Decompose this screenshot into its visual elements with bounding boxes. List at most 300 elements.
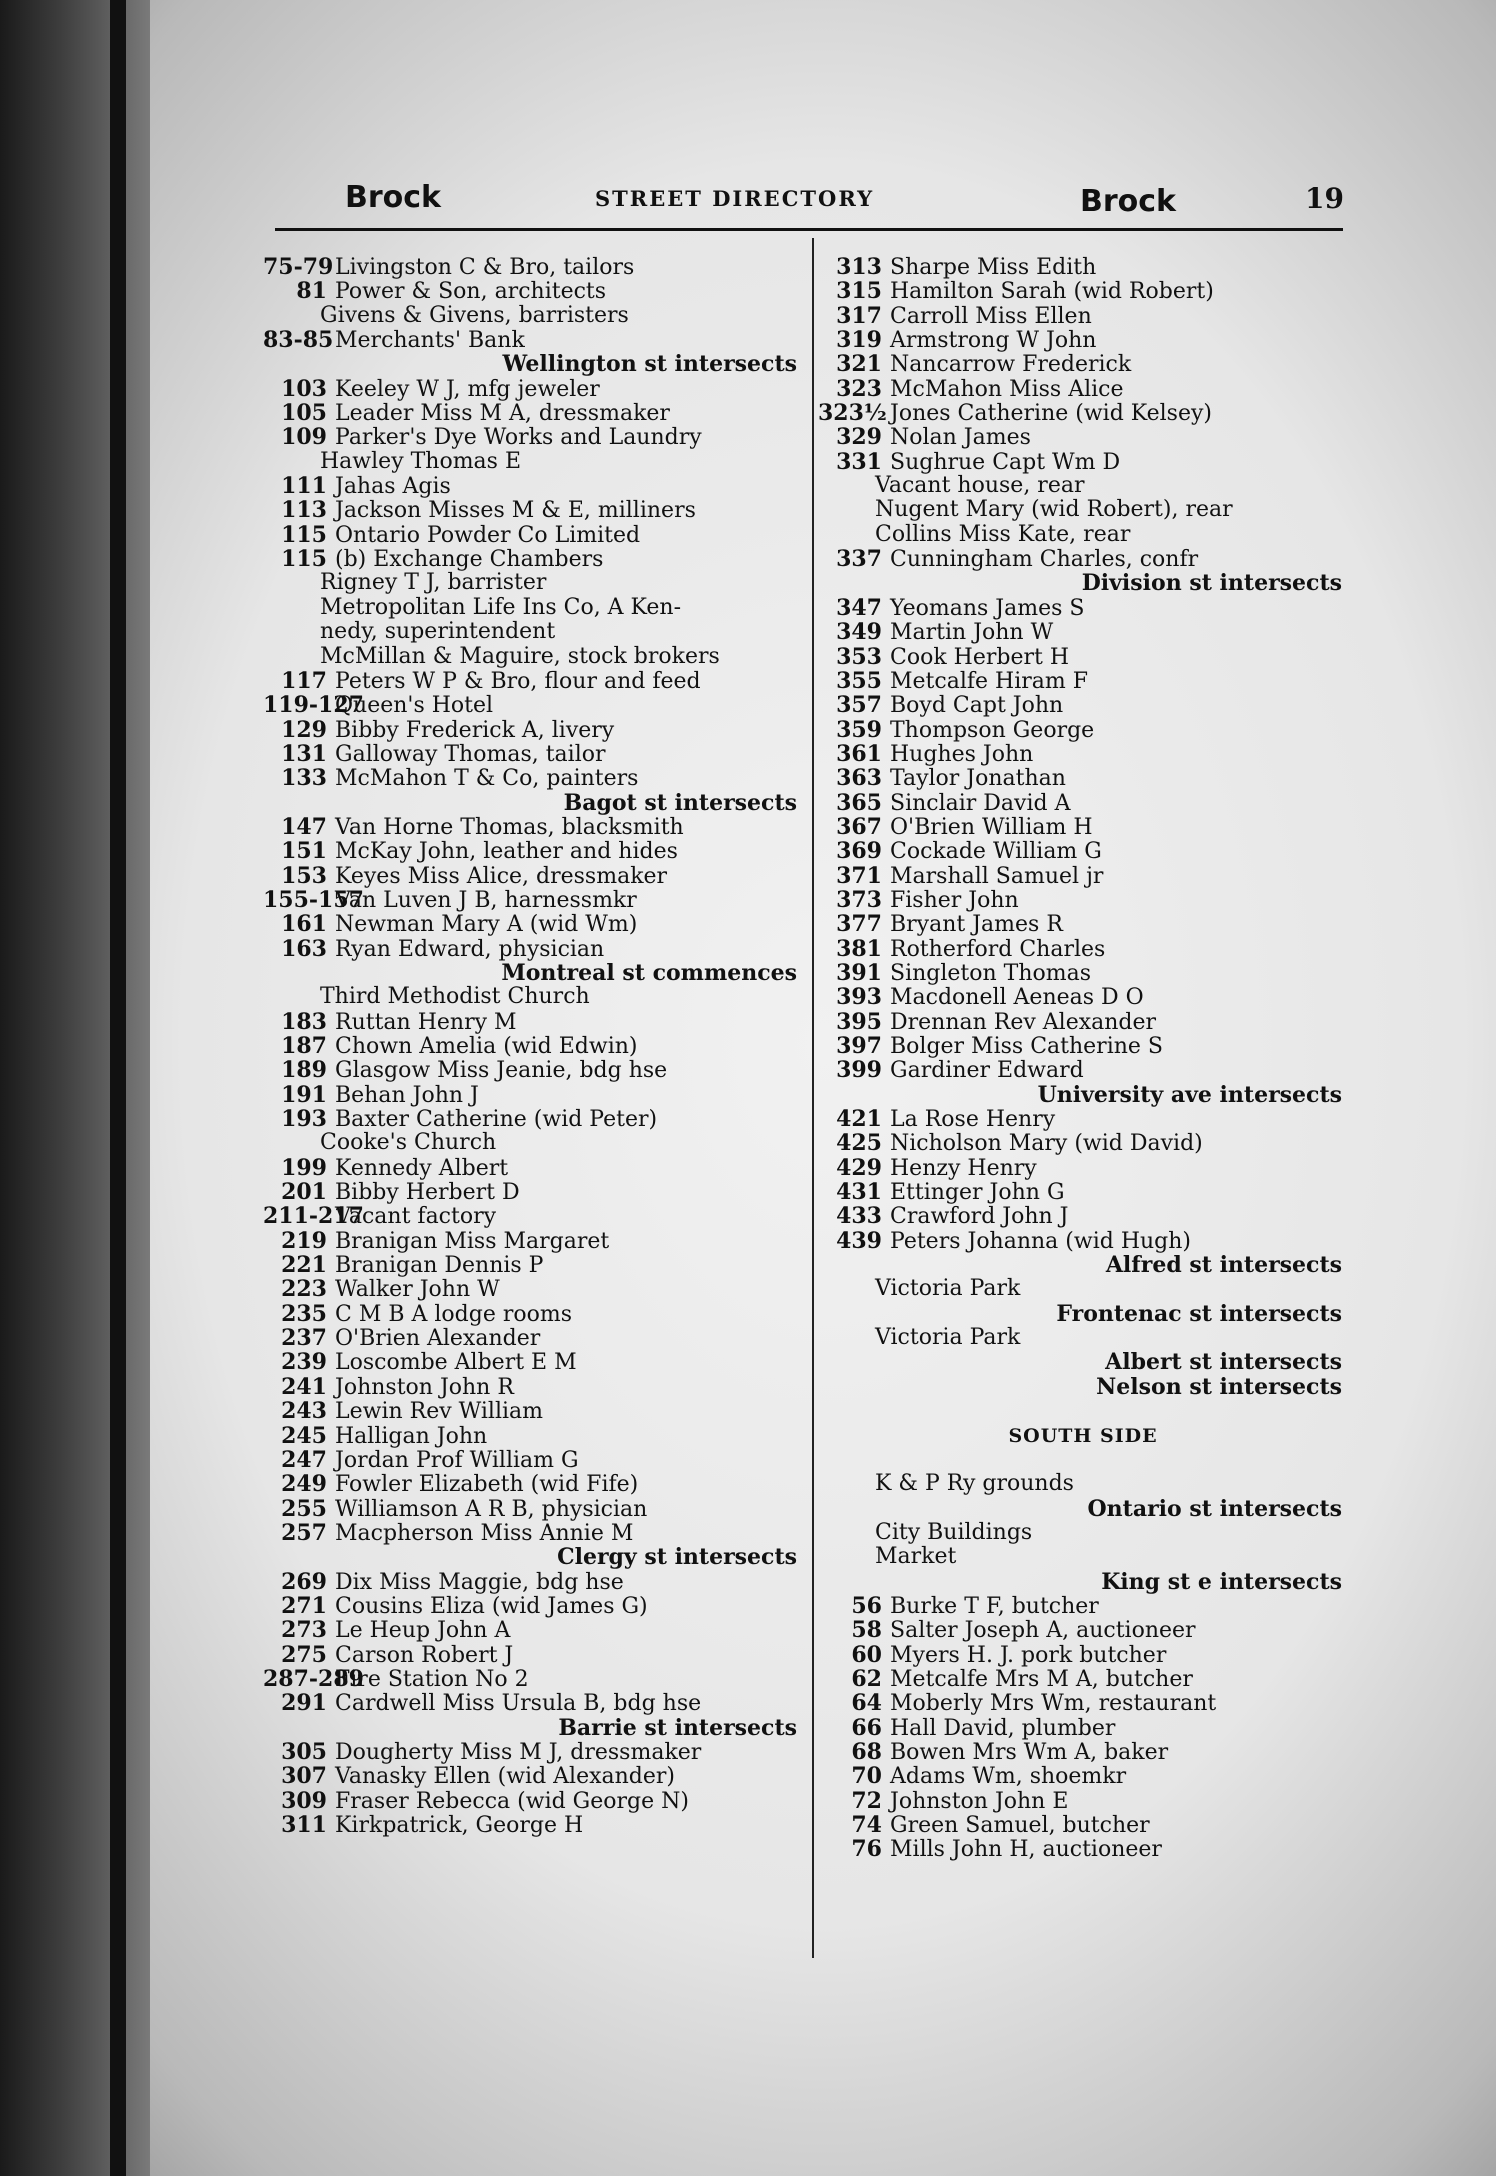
entry-text: Wellington st intersects [502,351,797,378]
directory-entry [263,1277,803,1301]
directory-entry [263,571,803,595]
page-header [345,180,1345,220]
page-edge-shadow [0,0,150,2176]
directory-entry [263,1156,803,1180]
entry-text: Salter Joseph A, auctioneer [890,1618,1196,1644]
house-number: 393 [836,984,882,1011]
house-number: 357 [836,692,882,719]
entry-text: Cunningham Charles, confr [890,547,1199,573]
entry-text: McMahon T & Co, painters [335,766,639,792]
house-number: 191 [281,1081,327,1108]
entry-text: Queen's Hotel [335,693,494,719]
entry-text: Nolan James [890,425,1031,451]
directory-entry [818,1667,1348,1691]
house-number: 223 [281,1276,327,1303]
entry-text: Hawley Thomas E [320,448,522,474]
directory-entry [263,1472,803,1496]
directory-entry [263,1764,803,1788]
house-number: 105 [281,400,327,427]
entry-text: Metropolitan Life Ins Co, A Ken- [320,594,682,620]
entry-text: Cousins Eliza (wid James G) [335,1593,648,1619]
directory-entry [818,498,1348,522]
house-number: 219 [281,1227,327,1254]
directory-entry [818,377,1348,401]
entry-text: Jordan Prof William G [335,1447,579,1473]
entry-text: Givens & Givens, barristers [320,302,629,328]
entry-text: University ave intersects [1037,1081,1342,1108]
entry-text: Macpherson Miss Annie M [335,1520,634,1546]
house-number: 369 [836,838,882,865]
house-number: 439 [836,1227,882,1254]
entry-text: Alfred st intersects [1105,1252,1342,1279]
directory-entry [263,1521,803,1545]
directory-entry [818,425,1348,449]
entry-text: Sinclair David A [890,790,1071,816]
directory-entry [263,888,803,912]
entry-text: City Buildings [875,1519,1033,1545]
entry-text: Adams Wm, shoemkr [890,1764,1127,1790]
house-number: 429 [836,1154,882,1181]
house-number: 237 [281,1325,327,1352]
house-number: 221 [281,1252,327,1279]
house-number: 151 [281,838,327,865]
directory-entry [263,498,803,522]
directory-entry [818,1837,1348,1861]
entry-text: Halligan John [335,1423,488,1449]
book-spine [110,0,126,2176]
directory-entry [263,523,803,547]
house-number: 58 [851,1617,882,1644]
house-number: 81 [296,278,327,305]
directory-entry [818,937,1348,961]
directory-entry [263,1253,803,1277]
entry-text: Walker John W [335,1277,500,1303]
entry-text: Fraser Rebecca (wid George N) [335,1788,689,1814]
entry-text: Nugent Mary (wid Robert), rear [875,497,1233,523]
house-number: 347 [836,594,882,621]
house-number: 249 [281,1471,327,1498]
directory-entry [818,669,1348,693]
directory-entry [818,815,1348,839]
directory-entry [818,1131,1348,1155]
house-number: 321 [836,351,882,378]
directory-entry [818,1691,1348,1715]
house-number: 367 [836,813,882,840]
directory-entry [263,1034,803,1058]
directory-entry [263,1058,803,1082]
entry-text: Van Horne Thomas, blacksmith [335,814,684,840]
directory-entry [263,1326,803,1350]
directory-entry [818,328,1348,352]
directory-entry [818,791,1348,815]
directory-entry [818,1058,1348,1082]
entry-text: Parker's Dye Works and Laundry [335,425,702,451]
house-number: 247 [281,1446,327,1473]
directory-entry [818,766,1348,790]
entry-text: (b) Exchange Chambers [335,547,604,573]
directory-entry [818,1618,1348,1642]
entry-text: Vacant factory [335,1204,497,1230]
entry-text: Jackson Misses M & E, milliners [335,498,696,524]
entry-text: Myers H. J. pork butcher [890,1642,1167,1668]
directory-entry [263,474,803,498]
house-number: 275 [281,1641,327,1668]
directory-entry [263,1643,803,1667]
entry-text: Armstrong W John [890,328,1097,354]
entry-text: Branigan Miss Margaret [335,1228,610,1254]
entry-text: SOUTH SIDE [1008,1424,1158,1447]
directory-entry [263,304,803,328]
house-number: 359 [836,716,882,743]
directory-entry [263,1131,803,1155]
entry-text: Marshall Samuel jr [890,863,1104,889]
entry-text: Hall David, plumber [890,1715,1116,1741]
entry-text: Galloway Thomas, tailor [335,741,606,767]
street-intersection [263,1545,803,1569]
directory-entry [263,425,803,449]
directory-entry [818,718,1348,742]
house-number: 381 [836,935,882,962]
entry-text: Crawford John J [890,1204,1069,1230]
house-number: 365 [836,789,882,816]
directory-entry [818,304,1348,328]
directory-entry [818,279,1348,303]
directory-entry [263,1570,803,1594]
house-number: 397 [836,1033,882,1059]
entry-text: Nelson st intersects [1096,1373,1342,1400]
entry-text: Livingston C & Bro, tailors [335,255,635,280]
entry-text: Carroll Miss Ellen [890,303,1092,329]
directory-entry [263,596,803,620]
house-number: 163 [281,935,327,962]
street-intersection [263,961,803,985]
entry-text: Van Luven J B, harnessmkr [335,887,637,913]
house-number: 323 [836,375,882,402]
entry-text: McKay John, leather and hides [335,839,678,865]
street-intersection [263,1716,803,1740]
directory-entry [818,1326,1348,1350]
house-number: 391 [836,959,882,986]
directory-entry [818,596,1348,620]
entry-text: Lewin Rev William [335,1399,544,1425]
directory-entry [818,693,1348,717]
entry-text: Fisher John [890,887,1019,913]
column-divider [812,238,814,1958]
header-title: STREET DIRECTORY [595,186,875,211]
directory-entry [263,1399,803,1423]
entry-text: Carson Robert J [335,1642,514,1668]
house-number: 399 [836,1057,882,1084]
directory-entry [818,839,1348,863]
house-number: 373 [836,886,882,913]
page-number: 19 [1305,182,1344,215]
directory-entry [263,742,803,766]
house-number: 431 [836,1179,882,1206]
house-number: 245 [281,1422,327,1449]
directory-entry [818,1545,1348,1569]
entry-text: Metcalfe Mrs M A, butcher [890,1666,1193,1692]
house-number: 361 [836,740,882,767]
directory-entry [263,1448,803,1472]
directory-entry [263,645,803,669]
directory-entry [818,888,1348,912]
house-number: 395 [836,1008,882,1035]
house-number: 421 [836,1106,882,1133]
entry-text: Thompson George [890,717,1095,743]
entry-text: Ruttan Henry M [335,1009,517,1035]
street-intersection [818,1253,1348,1277]
house-number: 315 [836,278,882,305]
directory-entry [818,1643,1348,1667]
directory-entry [818,1740,1348,1764]
entry-text: Jahas Agis [335,474,451,500]
house-number: 257 [281,1519,327,1546]
directory-entry [818,1472,1348,1496]
directory-entry [263,1667,803,1691]
house-number: 241 [281,1373,327,1400]
directory-entry [818,1521,1348,1545]
directory-entry [263,328,803,352]
house-number: 72 [851,1787,882,1814]
house-number: 329 [836,424,882,451]
house-number: 349 [836,619,882,646]
directory-entry [818,1789,1348,1813]
entry-text: Dix Miss Maggie, bdg hse [335,1569,624,1595]
directory-entry [818,255,1348,279]
directory-entry [263,1740,803,1764]
directory-entry [818,1813,1348,1837]
entry-text: Henzy Henry [890,1155,1037,1181]
house-number: 269 [281,1568,327,1595]
entry-text: La Rose Henry [890,1107,1056,1133]
street-intersection [818,1375,1348,1399]
house-number: 133 [281,765,327,792]
directory-entry [818,401,1348,425]
directory-entry [818,547,1348,571]
entry-text: Cockade William G [890,839,1102,865]
directory-entry [818,961,1348,985]
entry-text: Kennedy Albert [335,1155,509,1181]
house-number: 74 [851,1812,882,1838]
house-number: 271 [281,1592,327,1619]
entry-text: Burke T F, butcher [890,1593,1099,1619]
house-number: 243 [281,1398,327,1425]
section-heading [818,1424,1348,1448]
directory-entry [263,766,803,790]
house-number: 147 [281,813,327,840]
entry-text: Rigney T J, barrister [320,570,547,596]
directory-entry [263,1813,803,1837]
directory-entry [263,255,803,279]
entry-text: Vacant house, rear [875,473,1085,499]
directory-entry [818,1034,1348,1058]
street-intersection [818,1497,1348,1521]
house-number: 273 [281,1617,327,1644]
entry-text: Third Methodist Church [320,984,590,1010]
entry-text: K & P Ry grounds [875,1471,1074,1497]
entry-text: Fire Station No 2 [335,1666,529,1692]
street-intersection [818,1302,1348,1326]
house-number: 371 [836,862,882,889]
entry-text: Power & Son, architects [335,279,607,305]
directory-entry [818,1229,1348,1253]
entry-text: Bolger Miss Catherine S [890,1034,1163,1059]
house-number: 183 [281,1008,327,1035]
entry-text: Mills John H, auctioneer [890,1837,1162,1863]
directory-entry [263,718,803,742]
directory-entry [818,912,1348,936]
directory-entry [818,523,1348,547]
directory-entry [263,1424,803,1448]
directory-entry [818,1277,1348,1301]
entry-text: Branigan Dennis P [335,1253,544,1279]
entry-text: Behan John J [335,1082,479,1108]
directory-entry [818,1399,1348,1423]
entry-text: Boyd Capt John [890,693,1064,719]
directory-entry [263,985,803,1009]
entry-text: Hamilton Sarah (wid Robert) [890,279,1214,305]
directory-entry [263,1229,803,1253]
house-number: 62 [851,1665,882,1692]
directory-entry [263,1204,803,1228]
entry-text: Peters W P & Bro, flour and feed [335,668,701,694]
entry-text: Fowler Elizabeth (wid Fife) [335,1472,639,1498]
entry-text: Nancarrow Frederick [890,352,1132,378]
entry-text: Williamson A R B, physician [335,1496,648,1522]
entry-text: Dougherty Miss M J, dressmaker [335,1739,702,1765]
entry-text: Singleton Thomas [890,960,1092,986]
entry-text: Loscombe Albert E M [335,1350,577,1376]
directory-entry [818,1764,1348,1788]
house-number: 323½ [818,400,887,427]
house-number: 60 [851,1641,882,1668]
house-number: 355 [836,667,882,694]
house-number: 115 [281,546,327,573]
house-number: 189 [281,1057,327,1084]
house-number: 239 [281,1349,327,1376]
entry-text: Taylor Jonathan [890,766,1066,792]
directory-entry [263,1594,803,1618]
entry-text: Ryan Edward, physician [335,936,605,962]
entry-text: Drennan Rev Alexander [890,1009,1157,1035]
entry-text: Newman Mary A (wid Wm) [335,912,638,938]
directory-entry [818,1716,1348,1740]
house-number: 287-289 [263,1665,364,1692]
directory-entry [263,450,803,474]
house-number: 377 [836,911,882,938]
directory-entry [818,1156,1348,1180]
house-number: 337 [836,546,882,573]
house-number: 433 [836,1203,882,1230]
entry-text: Johnston John R [335,1374,514,1400]
house-number: 211-217 [263,1203,364,1230]
header-street-left: Brock [345,180,442,215]
entry-text: Ontario Powder Co Limited [335,522,641,548]
directory-entry [818,352,1348,376]
entry-text: King st e intersects [1101,1568,1342,1595]
house-number: 425 [836,1130,882,1157]
entry-text: McMahon Miss Alice [890,376,1124,402]
directory-entry [818,450,1348,474]
entry-text: Peters Johanna (wid Hugh) [890,1228,1192,1254]
house-number: 353 [836,643,882,670]
entry-text: Keyes Miss Alice, dressmaker [335,863,668,889]
house-number: 64 [851,1690,882,1717]
entry-text: Le Heup John A [335,1618,511,1644]
entry-text: Nicholson Mary (wid David) [890,1131,1203,1157]
entry-text: Vanasky Ellen (wid Alexander) [335,1764,675,1790]
entry-text: Sharpe Miss Edith [890,255,1097,280]
entry-text: Victoria Park [875,1325,1021,1351]
house-number: 199 [281,1154,327,1181]
entry-text: Bryant James R [890,912,1063,938]
house-number: 331 [836,448,882,475]
house-number: 68 [851,1738,882,1765]
house-number: 56 [851,1592,882,1619]
street-intersection [263,352,803,376]
directory-entry [263,1180,803,1204]
entry-text: Barrie st intersects [558,1714,797,1741]
house-number: 319 [836,327,882,354]
entry-text: Division st intersects [1081,570,1342,597]
entry-text: Glasgow Miss Jeanie, bdg hse [335,1058,668,1084]
house-number: 155-157 [263,886,364,913]
entry-text: Bowen Mrs Wm A, baker [890,1739,1169,1765]
directory-entry [818,1594,1348,1618]
directory-entry [263,1302,803,1326]
house-number: 111 [281,473,327,500]
house-number: 291 [281,1690,327,1717]
street-intersection [263,791,803,815]
entry-text: Merchants' Bank [335,328,525,354]
entry-text: Albert st intersects [1105,1349,1342,1376]
entry-text: Moberly Mrs Wm, restaurant [890,1691,1217,1717]
entry-text: O'Brien William H [890,814,1093,840]
house-number: 255 [281,1495,327,1522]
directory-entry [818,645,1348,669]
entry-text: Macdonell Aeneas D O [890,985,1144,1011]
left-column [263,255,803,1837]
house-number: 66 [851,1714,882,1741]
entry-text: Chown Amelia (wid Edwin) [335,1034,638,1059]
house-number: 201 [281,1179,327,1206]
street-intersection [818,1083,1348,1107]
entry-text: Keeley W J, mfg jeweler [335,376,600,402]
directory-entry [263,279,803,303]
entry-text: Sughrue Capt Wm D [890,449,1121,475]
directory-entry [263,620,803,644]
entry-text: Jones Catherine (wid Kelsey) [890,401,1212,427]
house-number: 313 [836,254,882,280]
house-number: 311 [281,1812,327,1838]
entry-text: Martin John W [890,620,1054,646]
directory-entry [263,815,803,839]
house-number: 131 [281,740,327,767]
entry-text: Metcalfe Hiram F [890,668,1088,694]
directory-entry [818,742,1348,766]
header-rule [275,228,1343,231]
directory-entry [263,547,803,571]
entry-text: Johnston John E [890,1788,1069,1814]
house-number: 363 [836,765,882,792]
house-number: 193 [281,1106,327,1133]
entry-text: Ontario st intersects [1087,1495,1342,1522]
entry-text: Rotherford Charles [890,936,1106,962]
house-number: 187 [281,1033,327,1059]
directory-entry [263,693,803,717]
directory-entry [818,1180,1348,1204]
entry-text: Hughes John [890,741,1034,767]
